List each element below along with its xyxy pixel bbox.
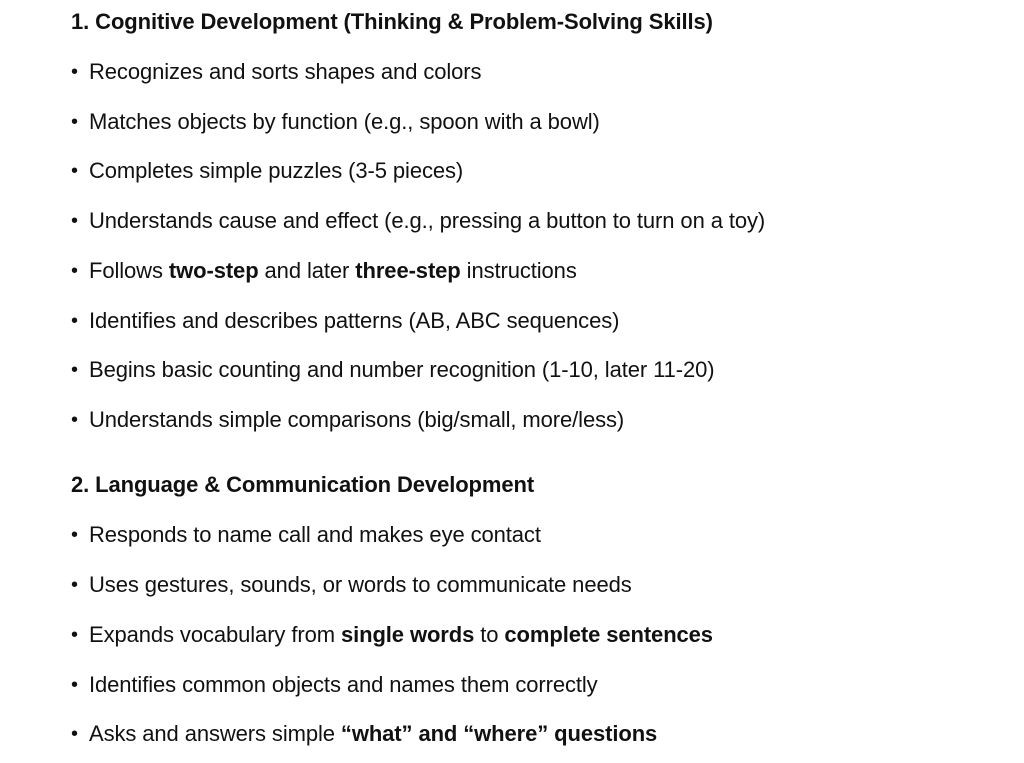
list-item-text: Understands simple comparisons (big/small, more/less) — [89, 407, 625, 432]
list-item — [71, 356, 714, 384]
bullet-icon: • — [71, 111, 79, 133]
list-item — [71, 108, 600, 136]
list-item — [71, 571, 632, 599]
list-item-text: Identifies and describes patterns (AB, ABC sequences) — [89, 308, 620, 333]
bullet-icon: • — [71, 210, 79, 232]
list-item-text: Understands cause and effect (e.g., pressing a button to turn on a toy) — [89, 208, 766, 233]
list-item-text: Follows two-step and later three-step instructions — [89, 258, 577, 283]
list-item — [71, 720, 657, 748]
list-item-text: Expands vocabulary from single words to complete sentences — [89, 622, 713, 647]
list-item — [71, 621, 713, 649]
list-item-text: Begins basic counting and number recognition (1-10, later 11-20) — [89, 357, 715, 382]
list-item-text: Responds to name call and makes eye contact — [89, 522, 541, 547]
list-item — [71, 671, 598, 699]
list-item — [71, 521, 541, 549]
section-heading-cognitive: 1. Cognitive Development (Thinking & Problem-Solving Skills) — [71, 9, 713, 34]
bullet-icon: • — [71, 674, 79, 696]
bullet-icon: • — [71, 574, 79, 596]
list-item-text: Recognizes and sorts shapes and colors — [89, 59, 482, 84]
bullet-icon: • — [71, 524, 79, 546]
list-item-text: Identifies common objects and names them correctly — [89, 672, 598, 697]
bullet-icon: • — [71, 409, 79, 431]
bullet-icon: • — [71, 310, 79, 332]
bullet-icon: • — [71, 160, 79, 182]
list-item-text: Completes simple puzzles (3-5 pieces) — [89, 158, 464, 183]
section-heading-language: 2. Language & Communication Development — [71, 472, 535, 497]
list-item — [71, 157, 463, 185]
list-item — [71, 207, 765, 235]
list-item-text: Matches objects by function (e.g., spoon with a bowl) — [89, 109, 600, 134]
bullet-icon: • — [71, 359, 79, 381]
list-item — [71, 406, 624, 434]
list-item — [71, 58, 481, 86]
list-item-text: Uses gestures, sounds, or words to communicate needs — [89, 572, 632, 597]
bullet-icon: • — [71, 260, 79, 282]
bullet-icon: • — [71, 61, 79, 83]
list-item — [71, 257, 577, 285]
bullet-icon: • — [71, 723, 79, 745]
bullet-icon: • — [71, 624, 79, 646]
list-item — [71, 307, 619, 335]
list-item-text: Asks and answers simple “what” and “where” questions — [89, 721, 658, 746]
